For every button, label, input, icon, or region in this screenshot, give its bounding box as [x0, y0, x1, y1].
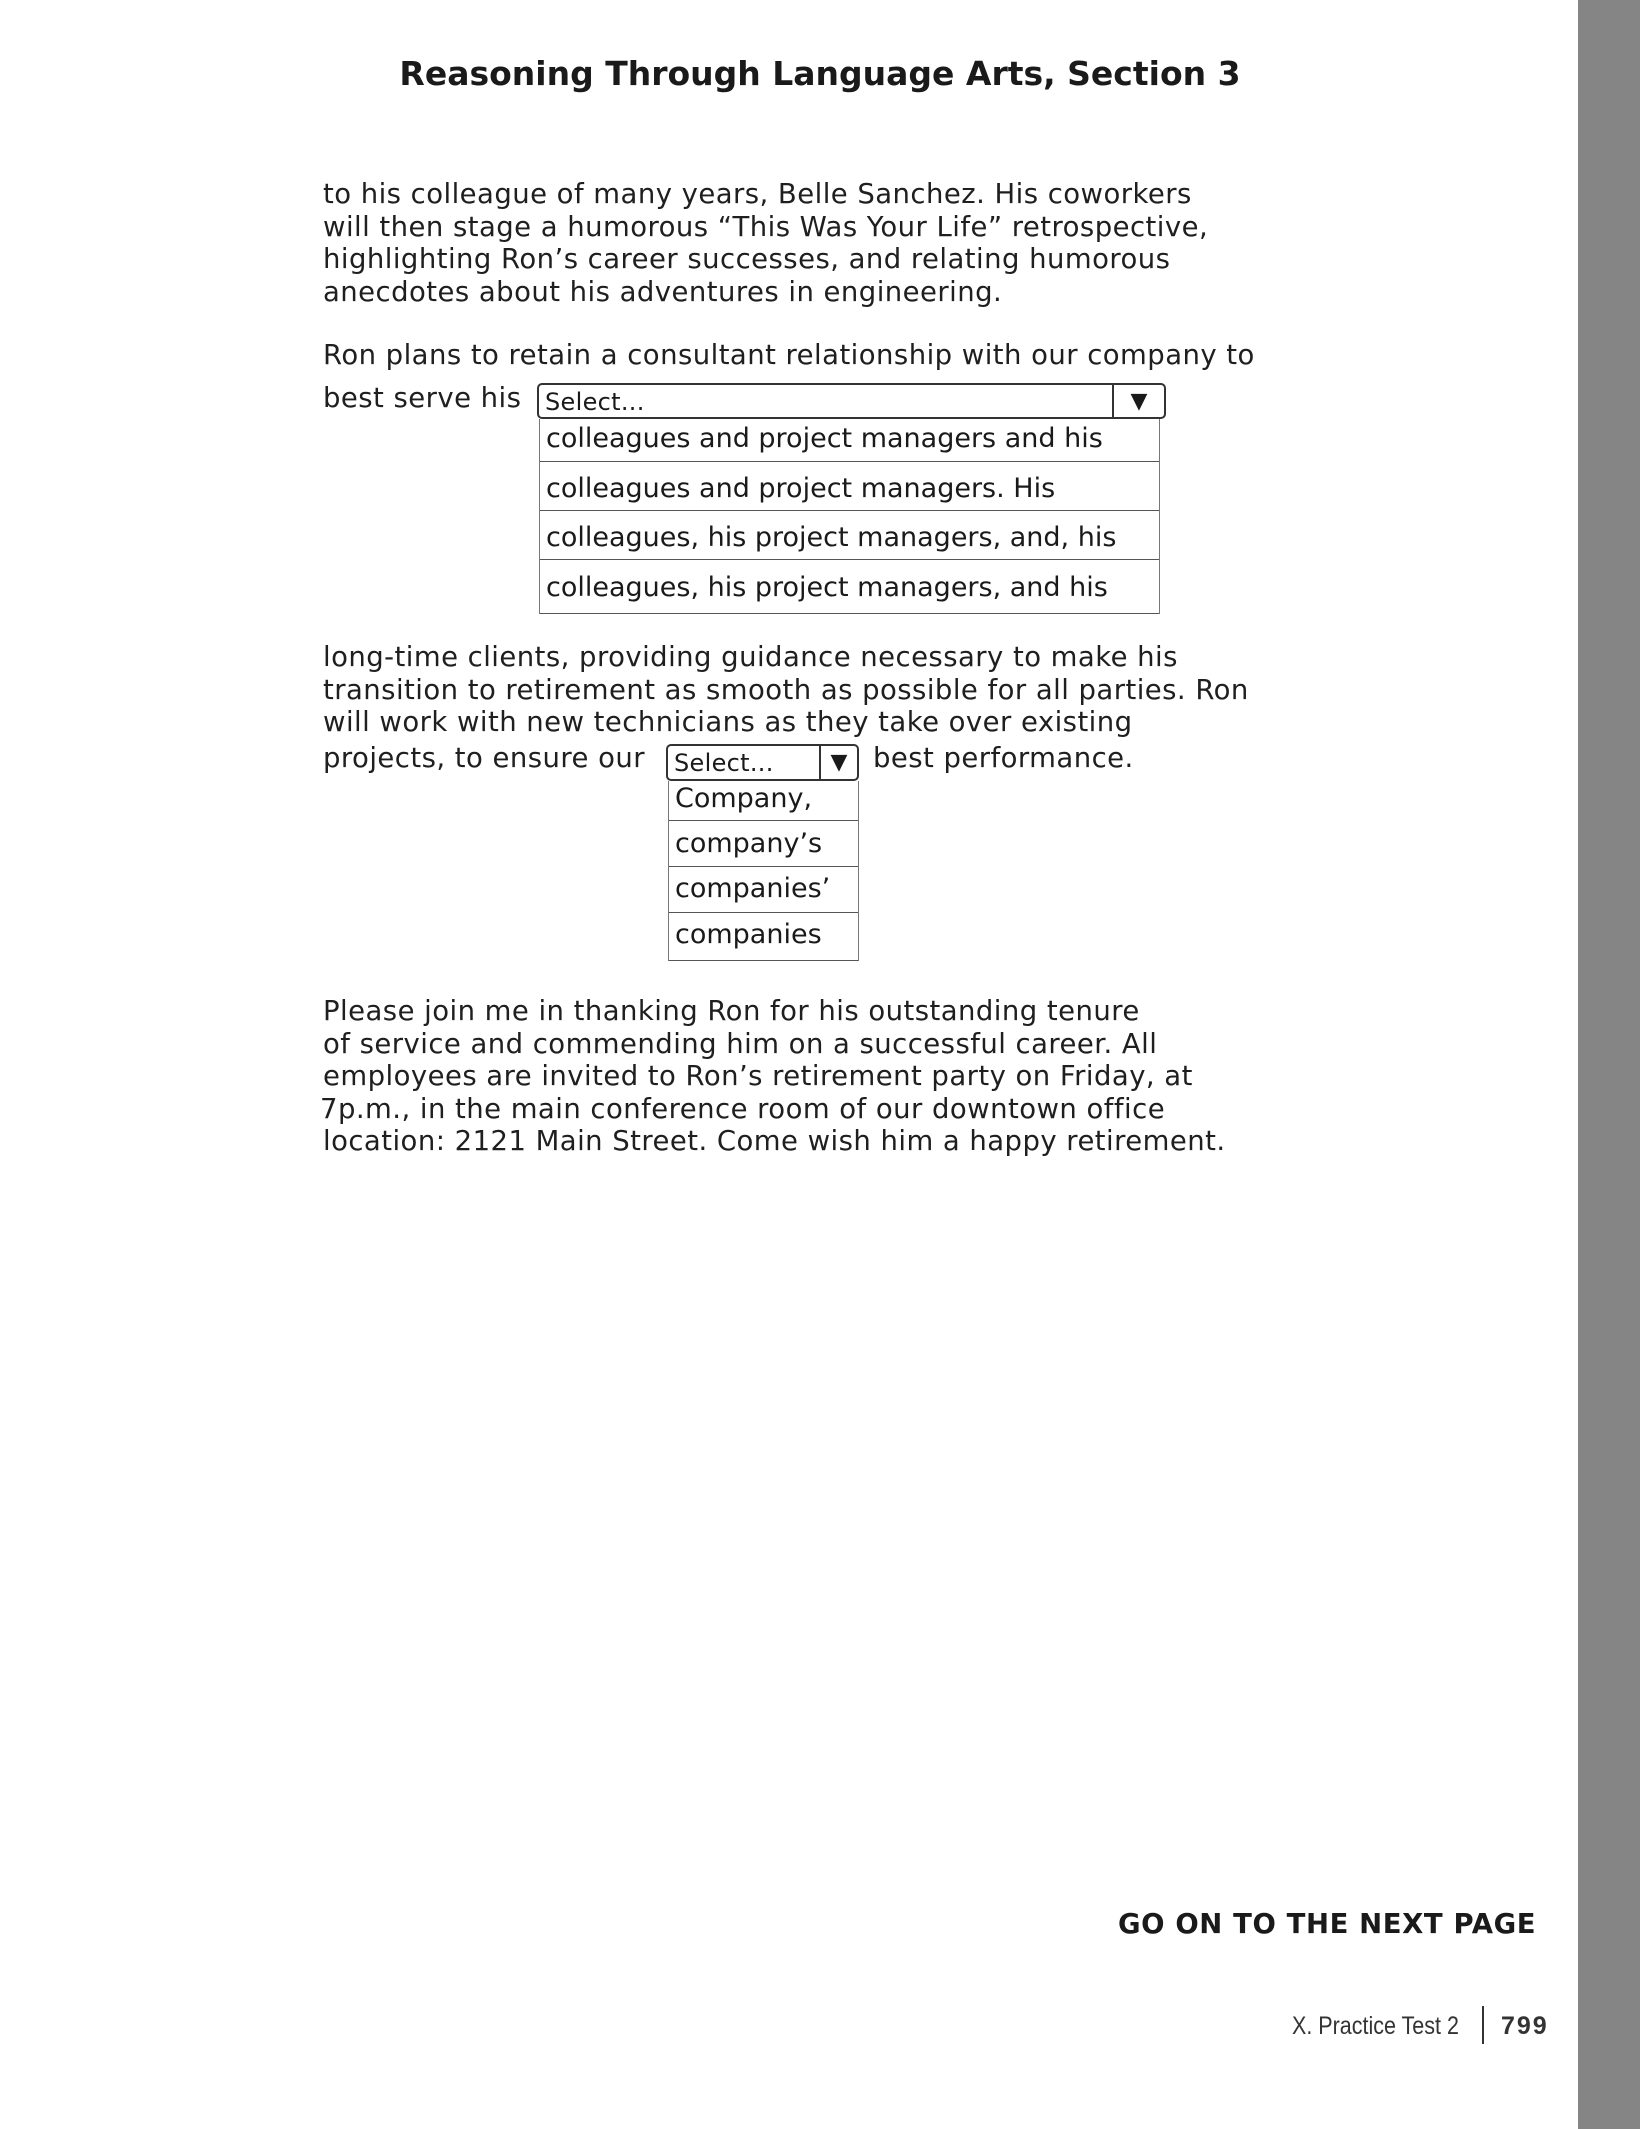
paragraph-3-line-1: long-time clients, providing guidance necessary to make his [323, 641, 1178, 673]
dropdown-2-option-2[interactable]: company’s [669, 821, 858, 867]
paragraph-4-line-2: of service and commending him on a successful career. All [323, 1028, 1158, 1060]
paragraph-4-line-5: location: 2121 Main Street. Come wish him a happy retirement. [323, 1125, 1226, 1157]
dropdown-1-select[interactable] [537, 383, 1166, 419]
paragraph-2-line-2: best serve his [323, 382, 522, 414]
dropdown-1-placeholder: Select... [545, 388, 645, 416]
footer-divider [1482, 2006, 1484, 2044]
dropdown-2-select[interactable] [666, 744, 859, 781]
dropdown-2-option-4[interactable]: companies [669, 913, 858, 961]
paragraph-1-line-2: will then stage a humorous “This Was Your Life” retrospective, [323, 211, 1209, 243]
paragraph-3-line-4-before: projects, to ensure our [323, 742, 645, 774]
dropdown-2-option-3[interactable]: companies’ [669, 867, 858, 913]
paragraph-2-line-1: Ron plans to retain a consultant relationship with our company to [323, 339, 1255, 371]
paragraph-4-line-3: employees are invited to Ron’s retirement party on Friday, at [323, 1060, 1193, 1092]
paragraph-3-line-3: will work with new technicians as they take over existing [323, 706, 1133, 738]
side-bar [1578, 0, 1640, 2129]
page-number: 799 [1501, 2012, 1549, 2040]
paragraph-3-line-4-after: best performance. [873, 742, 1134, 774]
dropdown-1-option-1[interactable]: colleagues and project managers and his [540, 419, 1159, 462]
dropdown-1-option-2[interactable]: colleagues and project managers. His [540, 462, 1159, 511]
paragraph-4-line-1: Please join me in thanking Ron for his outstanding tenure [323, 995, 1140, 1027]
go-next-page-notice: GO ON TO THE NEXT PAGE [1118, 1908, 1537, 1940]
paragraph-3-line-2: transition to retirement as smooth as possible for all parties. Ron [323, 674, 1249, 706]
footer-section-label: X. Practice Test 2 [1292, 2012, 1459, 2040]
paragraph-1-line-1: to his colleague of many years, Belle Sanchez. His coworkers [323, 178, 1192, 210]
dropdown-2-placeholder: Select... [674, 749, 774, 777]
paragraph-1-line-3: highlighting Ron’s career successes, and relating humorous [323, 243, 1171, 275]
dropdown-1-option-4[interactable]: colleagues, his project managers, and his [540, 560, 1159, 614]
chevron-down-icon[interactable]: ▼ [1112, 385, 1164, 417]
chevron-down-icon[interactable]: ▼ [819, 746, 857, 779]
paragraph-1-line-4: anecdotes about his adventures in engineering. [323, 276, 1003, 308]
page-title: Reasoning Through Language Arts, Section 3 [399, 54, 1241, 93]
dropdown-1-option-3[interactable]: colleagues, his project managers, and, his [540, 511, 1159, 560]
paragraph-4-line-4: 7p.m., in the main conference room of our downtown office [320, 1093, 1166, 1125]
dropdown-2-options [668, 781, 859, 961]
dropdown-2-option-1[interactable]: Company, [669, 781, 858, 821]
dropdown-1-options [539, 419, 1160, 614]
